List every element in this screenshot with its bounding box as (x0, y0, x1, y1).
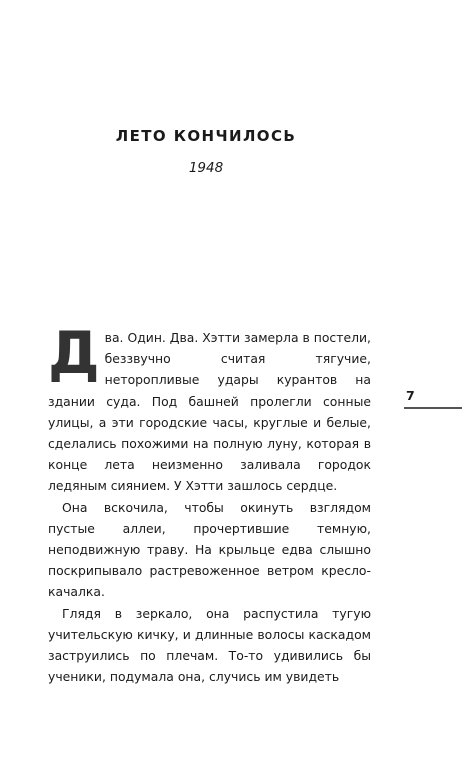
body-text (48, 319, 371, 687)
paragraph-3: Глядя в зеркало, она распустила тугую учительскую кичку, и длинные волосы каскадом заструились по плечам. То-то удивились бы ученики, подумала она, случись им увидеть (48, 605, 371, 685)
page-number-rule (404, 407, 462, 409)
paragraph-2: Она вскочила, чтобы окинуть взглядом пустые аллеи, прочертившие темную, неподвижную траву. На крыльце едва слышно поскрипывало растревоженное ветром кресло-качалка. (48, 499, 371, 600)
paragraph-1 (48, 319, 371, 497)
chapter-title: ЛЕТО КОНЧИЛОСЬ (115, 127, 297, 145)
paragraph-1-text: ва. Один. Два. Хэтти замерла в постели, беззвучно считая тягучие, неторопливые удары курантов на здании суда. Под башней пролегли сонные улицы, а эти городские часы, круглые и белые, сделались похожими на полную луну, которая в конце лета неизменно заливала городок ледяным сиянием. У Хэтти зашлось сердце. (48, 330, 371, 494)
page-number: 7 (406, 388, 415, 403)
chapter-year: 1948 (188, 160, 224, 176)
drop-cap: Д (48, 319, 100, 387)
